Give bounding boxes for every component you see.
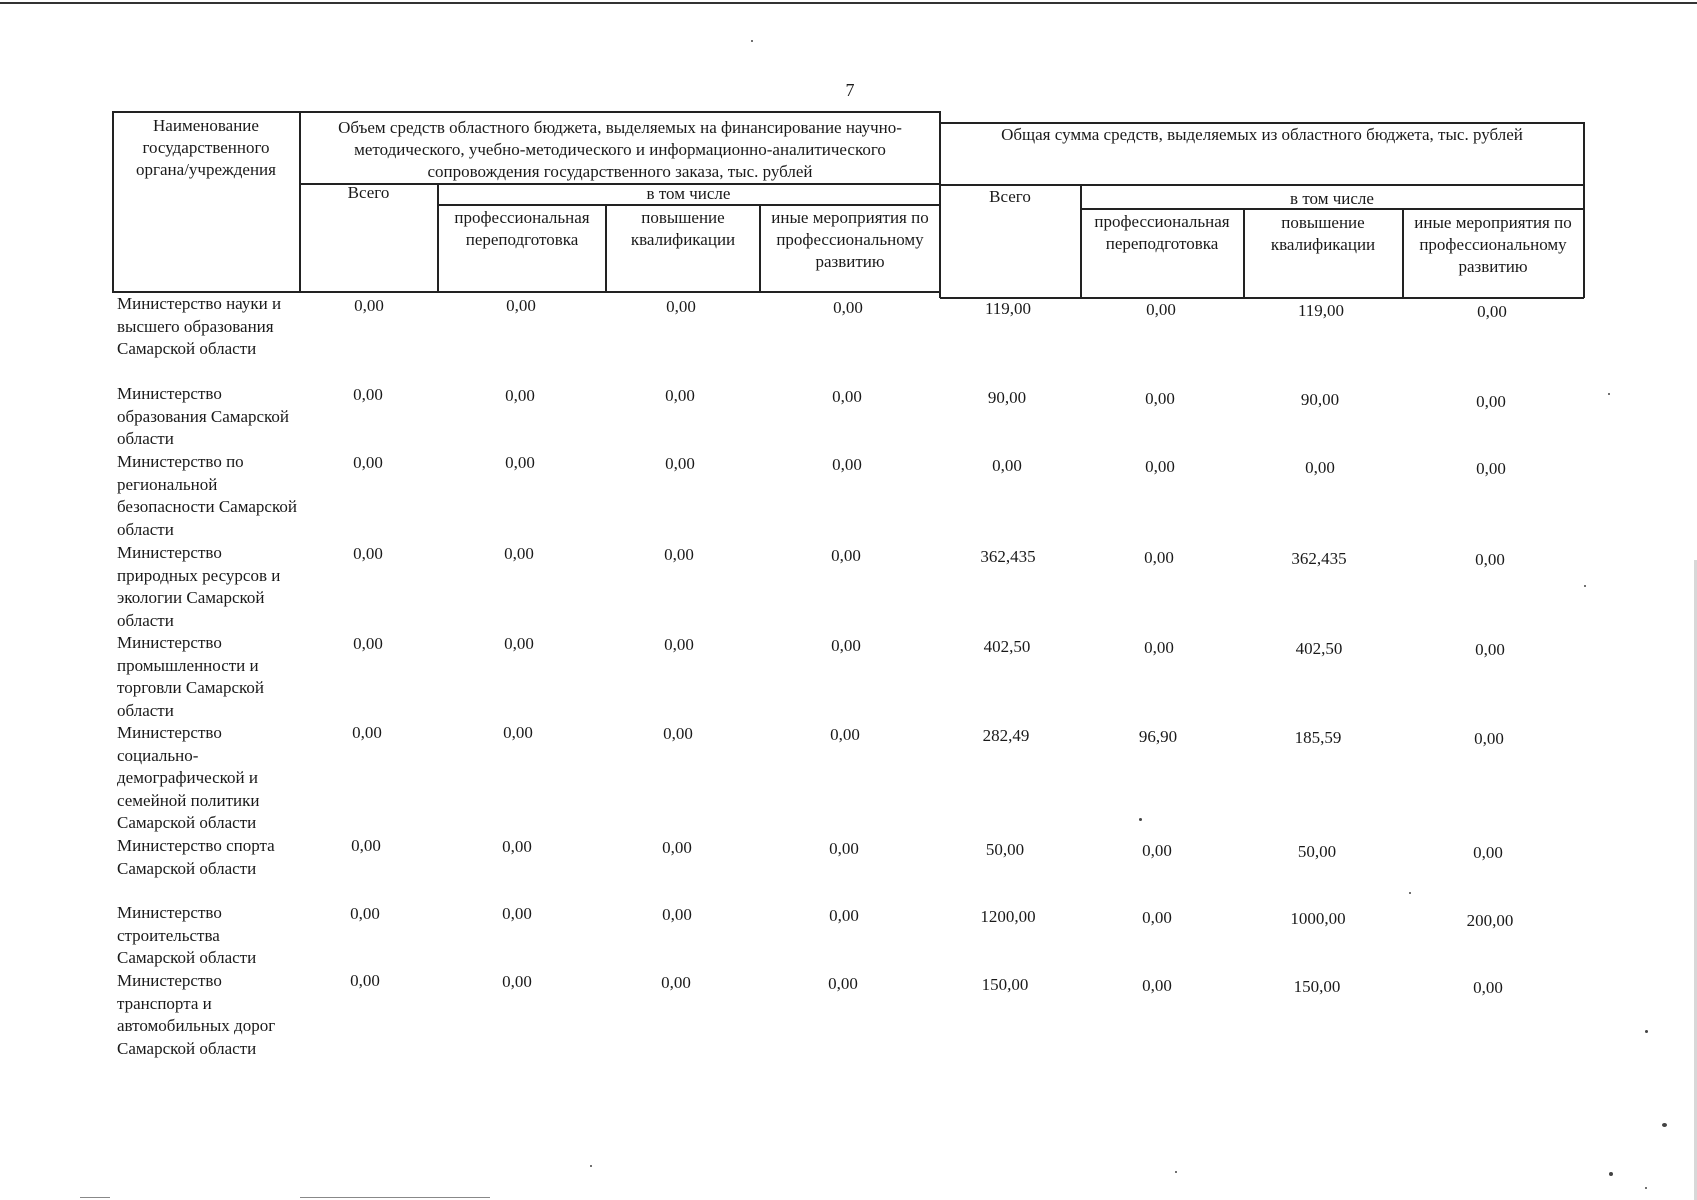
header-prof-retraining-1: профессиональная переподготовка	[454, 208, 590, 249]
row-cell: 0,00	[832, 455, 862, 474]
row-cell: 0,00	[829, 906, 859, 925]
header-group1-title: Объем средств областного бюджета, выделяемых на финансирование научно-методического, учебно-методического и информационно-аналитического сопровождения государственного заказа, тыс. рублей	[338, 118, 902, 181]
row-cell: 0,00	[661, 973, 691, 992]
col-border-qual1	[759, 204, 761, 292]
header-total-1: Всего	[347, 183, 390, 202]
row-cell: 0,00	[1473, 978, 1503, 997]
row-cell: 0,00	[1475, 550, 1505, 569]
row-cell: 0,00	[505, 386, 535, 405]
row-cell: 0,00	[1144, 548, 1174, 567]
row-cell: 0,00	[354, 296, 384, 315]
row-cell: 0,00	[1477, 302, 1507, 321]
row-cell: 0,00	[504, 544, 534, 563]
row-cell: 119,00	[1297, 301, 1345, 320]
header-including-1: в том числе	[646, 184, 731, 203]
scan-speck	[1139, 818, 1142, 821]
page-number: 7	[845, 80, 855, 100]
row-cell: 0,00	[1474, 729, 1504, 748]
header-including-2: в том числе	[1290, 189, 1374, 208]
header-name-col: Наименование государственного органа/учреждения	[136, 116, 276, 179]
row-cell: 0,00	[352, 723, 382, 742]
scan-top-border	[0, 2, 1697, 4]
row-cell: 0,00	[828, 974, 858, 993]
row-cell: 0,00	[502, 837, 532, 856]
row-cell: 90,00	[987, 388, 1027, 407]
row-cell: 0,00	[833, 298, 863, 317]
scan-bottom-dashes	[80, 1197, 110, 1198]
header-qualification-1: повышение квалификации	[630, 208, 736, 249]
row-cell: 90,00	[1300, 390, 1340, 409]
row-cell: 0,00	[665, 386, 695, 405]
row-cell: 0,00	[1305, 458, 1335, 477]
row-cell: 0,00	[505, 453, 535, 472]
row-cell: 362,435	[1291, 549, 1347, 568]
header-qualification-2: повышение квалификации	[1270, 213, 1376, 254]
row-cell: 0,00	[665, 454, 695, 473]
row-cell: 0,00	[1144, 638, 1174, 657]
row-cell: 0,00	[1475, 640, 1505, 659]
row-cell: 0,00	[664, 635, 694, 654]
row-cell: 402,50	[983, 637, 1031, 656]
row-cell: 0,00	[1142, 841, 1172, 860]
row-name: Министерство строительства Самарской области	[117, 903, 257, 968]
header-group2-title: Общая сумма средств, выделяемых из областного бюджета, тыс. рублей	[1001, 125, 1523, 144]
scan-speck	[590, 1165, 592, 1167]
row-cell: 0,00	[1142, 976, 1172, 995]
row-cell: 0,00	[353, 544, 383, 563]
scan-speck	[1584, 585, 1586, 587]
row-cell: 0,00	[666, 297, 696, 316]
col-border-left	[112, 111, 114, 292]
row-cell: 0,00	[504, 634, 534, 653]
col-border-prof1	[605, 204, 607, 292]
row-cell: 0,00	[831, 636, 861, 655]
row-cell: 50,00	[1297, 842, 1337, 861]
row-cell: 0,00	[506, 296, 536, 315]
row-cell: 96,90	[1138, 727, 1178, 746]
col-border-right	[1583, 122, 1585, 298]
row-cell: 0,00	[662, 905, 692, 924]
row-cell: 119,00	[984, 299, 1032, 318]
scan-bottom-dashes	[300, 1197, 490, 1198]
row-cell: 0,00	[1146, 300, 1176, 319]
row-cell: 0,00	[832, 387, 862, 406]
scan-speck	[1409, 892, 1411, 894]
scan-speck	[1662, 1123, 1667, 1127]
row-cell: 0,00	[830, 725, 860, 744]
row-cell: 0,00	[662, 838, 692, 857]
row-cell: 0,00	[351, 836, 381, 855]
row-cell: 150,00	[1293, 977, 1341, 996]
row-name: Министерство социально-демографической и семейной политики Самарской области	[117, 723, 260, 833]
scan-speck	[1608, 393, 1610, 395]
row-cell: 1000,00	[1290, 909, 1346, 928]
scan-speck	[751, 40, 753, 42]
row-cell: 1200,00	[980, 907, 1036, 926]
scan-speck	[1609, 1172, 1613, 1176]
row-cell: 0,00	[350, 904, 380, 923]
row-cell: 362,435	[980, 547, 1036, 566]
row-cell: 0,00	[350, 971, 380, 990]
row-cell: 282,49	[982, 726, 1030, 745]
row-cell: 150,00	[981, 975, 1029, 994]
row-cell: 0,00	[502, 904, 532, 923]
header-other-2: иные мероприятия по профессиональному развитию	[1414, 213, 1572, 276]
row-name: Министерство природных ресурсов и экологии Самарской области	[117, 543, 281, 630]
row-cell: 0,00	[502, 972, 532, 991]
row-cell: 402,50	[1295, 639, 1343, 658]
row-name: Министерство спорта Самарской области	[117, 836, 275, 878]
scan-speck	[1645, 1030, 1648, 1033]
row-cell: 0,00	[1142, 908, 1172, 927]
row-name: Министерство транспорта и автомобильных дорог Самарской области	[117, 971, 276, 1058]
row-cell: 0,00	[992, 456, 1022, 475]
scan-speck	[1645, 1187, 1647, 1189]
row-cell: 200,00	[1466, 911, 1514, 930]
row-name: Министерство образования Самарской области	[117, 384, 290, 449]
row-cell: 0,00	[503, 723, 533, 742]
row-cell: 185,59	[1294, 728, 1342, 747]
row-cell: 0,00	[664, 545, 694, 564]
row-name: Министерство промышленности и торговли Самарской области	[117, 633, 264, 720]
row-cell: 0,00	[831, 546, 861, 565]
row-cell: 0,00	[1476, 392, 1506, 411]
scan-speck	[1175, 1171, 1177, 1173]
row-name: Министерство по региональной безопасности Самарской области	[117, 452, 297, 539]
row-cell: 0,00	[1145, 389, 1175, 408]
header-other-1: иные мероприятия по профессиональному развитию	[771, 208, 929, 271]
header-prof-retraining-2: профессиональная переподготовка	[1094, 212, 1230, 253]
header-top-border	[112, 111, 940, 113]
row-cell: 0,00	[829, 839, 859, 858]
row-name: Министерство науки и высшего образования Самарской области	[117, 294, 282, 359]
row-cell: 0,00	[663, 724, 693, 743]
row-cell: 0,00	[1473, 843, 1503, 862]
row-cell: 0,00	[1145, 457, 1175, 476]
row-cell: 50,00	[985, 840, 1025, 859]
row-cell: 0,00	[1476, 459, 1506, 478]
header-total-2: Всего	[989, 187, 1031, 206]
row-cell: 0,00	[353, 634, 383, 653]
row-cell: 0,00	[353, 385, 383, 404]
row-cell: 0,00	[353, 453, 383, 472]
